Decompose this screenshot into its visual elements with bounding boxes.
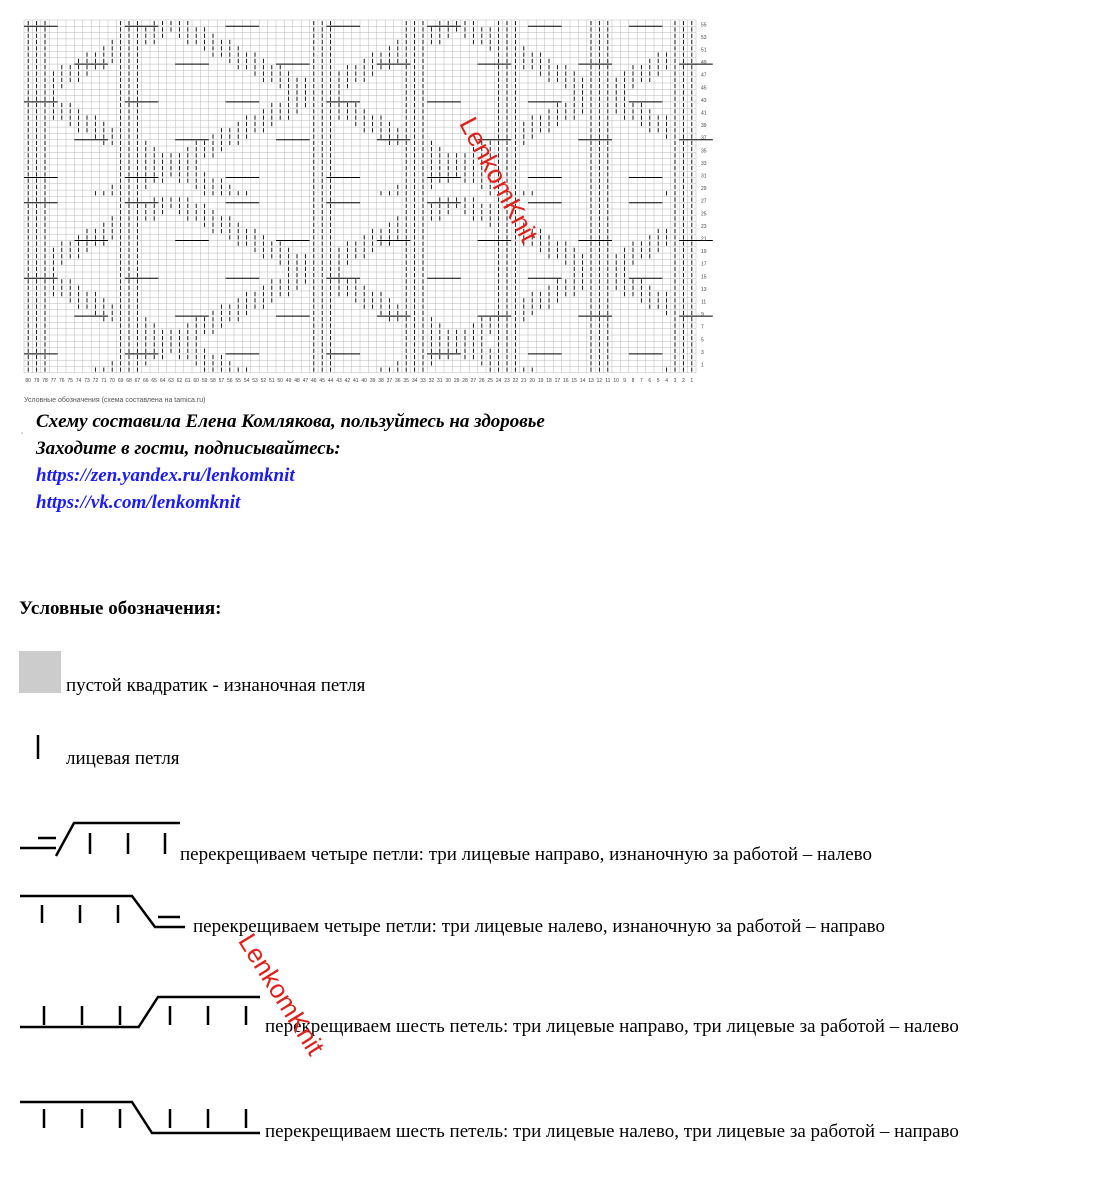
row-label: 25	[701, 211, 707, 218]
link-vk[interactable]: https://vk.com/lenkomknit	[36, 492, 241, 513]
knitting-chart	[0, 0, 1095, 410]
column-label: 67	[134, 377, 141, 384]
column-label: 32	[428, 377, 435, 384]
watermark-legend: LenkomKnit	[232, 928, 331, 1061]
column-label: 22	[512, 377, 519, 384]
column-label: 47	[302, 377, 309, 384]
purl-square-icon	[19, 651, 61, 693]
column-label: 45	[319, 377, 325, 384]
column-label: 43	[336, 377, 342, 384]
column-label: 10	[613, 377, 619, 384]
row-label: 31	[701, 173, 707, 180]
column-label: 56	[227, 377, 233, 384]
column-label: 24	[495, 377, 502, 384]
column-label: 5	[656, 377, 660, 384]
column-label: 13	[588, 377, 594, 384]
column-label: 18	[546, 377, 552, 384]
row-label: 5	[701, 337, 704, 344]
column-label: 70	[109, 377, 115, 384]
column-label: 4	[665, 377, 668, 384]
row-label: 47	[701, 72, 707, 79]
row-label: 29	[701, 186, 707, 193]
row-label: 7	[701, 324, 704, 331]
column-label: 11	[605, 377, 611, 384]
column-label: 51	[269, 377, 275, 384]
column-label: 21	[521, 377, 527, 384]
row-label: 41	[701, 110, 707, 117]
column-label: 9	[623, 377, 626, 384]
column-label: 61	[185, 377, 191, 384]
knit-stitch-icon	[34, 735, 44, 765]
column-label: 52	[260, 377, 267, 384]
row-label: 39	[701, 123, 707, 130]
row-label: 19	[701, 249, 707, 256]
column-label: 7	[640, 377, 643, 384]
column-label: 1	[690, 377, 694, 384]
row-label: 23	[701, 223, 707, 230]
column-label: 40	[361, 377, 367, 384]
column-label: 50	[277, 377, 283, 384]
row-label: 37	[701, 135, 707, 142]
credits-author: Схему составила Елена Комлякова, пользуйтесь на здоровье	[36, 411, 545, 432]
row-label: 27	[701, 198, 707, 205]
column-label: 14	[579, 377, 586, 384]
column-label: 2	[682, 377, 685, 384]
column-label: 46	[311, 377, 317, 384]
row-label: 21	[701, 236, 707, 243]
chart-caption: Условные обозначения (схема составлена на tamica.ru)	[24, 397, 206, 404]
column-label: 6	[648, 377, 652, 384]
row-label: 33	[701, 160, 707, 167]
column-label: 49	[285, 377, 292, 384]
column-label: 64	[159, 377, 166, 384]
column-label: 35	[403, 377, 409, 384]
column-label: 36	[395, 377, 401, 384]
row-label: 1	[701, 362, 704, 369]
column-label: 8	[631, 377, 635, 384]
column-label: 27	[470, 377, 477, 384]
column-label: 53	[252, 377, 258, 384]
column-label: 41	[353, 377, 359, 384]
legend-cross6l-text: перекрещиваем шесть петель: три лицевые налево, три лицевые за работой – направо	[265, 1121, 959, 1142]
legend-purl-text: пустой квадратик - изнаночная петля	[66, 675, 366, 696]
column-label: 12	[596, 377, 603, 384]
column-label: 38	[378, 377, 384, 384]
column-label: 59	[201, 377, 208, 384]
column-label: 48	[294, 377, 300, 384]
row-label: 13	[701, 286, 707, 293]
column-label: 69	[117, 377, 124, 384]
watermark-chart: LenkomKnit	[453, 112, 545, 248]
chart-gridlines	[24, 20, 696, 373]
row-label: 15	[701, 274, 707, 281]
column-label: 73	[84, 377, 90, 384]
column-label: 80	[25, 377, 31, 384]
legend-cross4l-text: перекрещиваем четыре петли: три лицевые налево, изнаночную за работой – направо	[193, 916, 886, 937]
column-label: 39	[369, 377, 376, 384]
column-label: 33	[420, 377, 426, 384]
column-label: 42	[344, 377, 351, 384]
column-label: 28	[462, 377, 468, 384]
cross-4-right-icon	[10, 820, 180, 860]
column-label: 55	[235, 377, 241, 384]
column-label: 16	[563, 377, 569, 384]
column-label: 20	[529, 377, 535, 384]
column-label: 19	[537, 377, 544, 384]
row-label: 43	[701, 97, 707, 104]
column-label: 3	[673, 377, 677, 384]
column-label: 26	[479, 377, 485, 384]
row-label: 45	[701, 85, 707, 92]
credits-block	[24, 408, 545, 516]
chart-grid	[0, 0, 1095, 400]
column-label: 44	[327, 377, 334, 384]
column-label: 34	[411, 377, 418, 384]
row-label: 11	[701, 299, 707, 306]
column-label: 74	[75, 377, 82, 384]
column-label: 71	[101, 377, 107, 384]
row-label: 51	[701, 47, 707, 54]
row-label: 35	[701, 148, 707, 155]
column-label: 17	[554, 377, 561, 384]
row-label: 55	[701, 22, 707, 29]
column-label: 31	[437, 377, 443, 384]
credits-invite: Заходите в гости, подписывайтесь:	[36, 438, 341, 459]
legend-title: Условные обозначения:	[19, 598, 222, 619]
column-label: 57	[218, 377, 225, 384]
column-label: 77	[50, 377, 57, 384]
column-label: 54	[243, 377, 250, 384]
legend-cross6r-text: перекрещиваем шесть петель: три лицевые направо, три лицевые за работой – налево	[265, 1016, 959, 1037]
column-label: 75	[67, 377, 73, 384]
column-label: 79	[33, 377, 40, 384]
column-label: 63	[168, 377, 174, 384]
legend-knit-text: лицевая петля	[66, 748, 180, 769]
column-label: 65	[151, 377, 157, 384]
row-label: 53	[701, 34, 707, 41]
row-label: 49	[701, 60, 707, 67]
column-label: 37	[386, 377, 393, 384]
row-label: 9	[701, 312, 704, 319]
column-label: 58	[210, 377, 216, 384]
column-label: 62	[176, 377, 183, 384]
column-label: 78	[42, 377, 48, 384]
column-label: 15	[571, 377, 577, 384]
link-zen[interactable]: https://zen.yandex.ru/lenkomknit	[36, 465, 295, 486]
column-label: 76	[59, 377, 65, 384]
row-label: 3	[701, 349, 704, 356]
column-label: 66	[143, 377, 149, 384]
column-label: 30	[445, 377, 451, 384]
column-label: 72	[92, 377, 99, 384]
column-label: 68	[126, 377, 132, 384]
legend-cross4r-text: перекрещиваем четыре петли: три лицевые направо, изнаночную за работой – налево	[180, 844, 873, 865]
column-label: 23	[504, 377, 510, 384]
column-label: 29	[453, 377, 460, 384]
row-label: 17	[701, 261, 707, 268]
column-label: 25	[487, 377, 493, 384]
column-label: 60	[193, 377, 199, 384]
